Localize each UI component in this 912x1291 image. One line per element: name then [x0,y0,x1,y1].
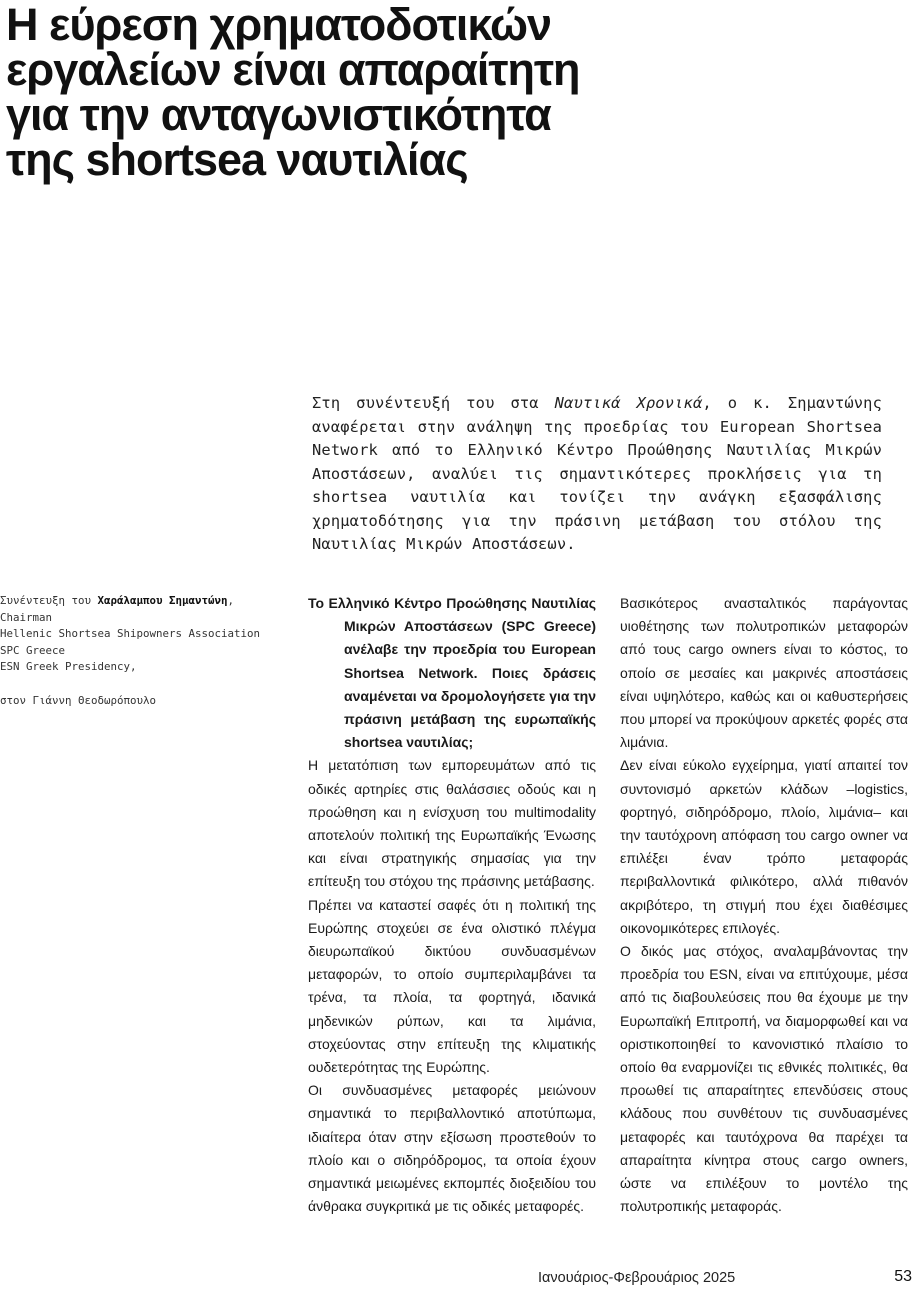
answer-paragraph: Η μετατόπιση των εμπορευμάτων από τις οδικές αρτηρίες στις θαλάσσιες οδούς και η προώθηση και η ενίσχυση του multimodality αποτελούν πολιτική της Ευρωπαϊκής Ένωσης και είναι στρατηγικής σημασίας για την επίτευξη του στόχου της πράσινης μετάβασης. [308,757,596,890]
article-column-2 [620,592,908,1218]
answer-paragraph: Πρέπει να καταστεί σαφές ότι η πολιτική της Ευρώπης στοχεύει σε ένα ολιστικό πλέγμα διευρωπαϊκού δικτύου συνδυασμένων μεταφορών, το οποίο συμπεριλαμβάνει τα τρένα, τα πλοία, τα φορτηγά, ιδανικά μηδενικών ρύπων, και τα λιμάνια, στοχεύοντας στην επίτευξη της κλιματικής ουδετερότητας της Ευρώπης. [308,896,596,1076]
lead-text-start: Στη συνέντευξή του στα [312,394,555,412]
issue-date: Ιανουάριος-Φεβρουάριος 2025 [538,1270,736,1286]
article-column-1 [308,592,596,1218]
interviewee-role: Chairman [0,610,53,624]
article-lead [312,392,882,557]
title-line: της shortsea ναυτιλίας [6,134,468,185]
publication-name: Ναυτικά Χρονικά [554,394,703,412]
interview-question: Το Ελληνικό Κέντρο Προώθησης Ναυτιλίας Μικρών Αποστάσεων (SPC Greece) ανέλαβε την προεδρία του European Shortsea Network. Ποιες δράσεις αναμένεται να δρομολογήσετε για την πράσινη μετάβαση της ευρωπαϊκής shortsea ναυτιλίας; [308,595,596,751]
title-line: για την ανταγωνιστικότητα [6,89,551,140]
interviewee-name: Χαράλαμπου Σημαντώνη [97,594,228,607]
lead-text-rest: , ο κ. Σημαντώνης αναφέρεται στην ανάληψη της προεδρίας του European Shortsea Network από το Ελληνικό Κέντρο Προώθησης Ναυτιλίας Μικρών Αποστάσεων, αναλύει τις σημαντικότερες προκλήσεις για τη shortsea ναυτιλία και τονίζει την ανάγκη εξασφάλισης χρηματοδότησης για την πράσινη μετάβαση του στόλου της Ναυτιλίας Μικρών Αποστάσεων. [312,394,882,553]
interview-prefix: Συνέντευξη του [0,594,98,607]
interviewee-org: Hellenic Shortsea Shipowners Association [0,627,261,640]
title-line: εργαλείων είναι απαραίτητη [6,44,580,95]
answer-paragraph: Ο δικός μας στόχος, αναλαμβάνοντας την προεδρία του ESN, είναι να επιτύχουμε, μέσα από τις διαβουλεύσεις που θα έχουμε με την Ευρωπαϊκή Επιτροπή, να διαμορφωθεί και να οριστικοποιηθεί το κανονιστικό πλαίσιο το οποίο θα εναρμονίζει τις εθνικές πολιτικές, θα προωθεί τις απαραίτητες επενδύσεις στους κλάδους που συνθέτουν τις συνδυασμένες μεταφορές και ταυτόχρονα θα παρέχει τα απαραίτητα κίνητρα στους cargo owners, ώστε να επιλέξουν το μοντέλο της πολυτροπικής μεταφοράς. [620,943,908,1215]
title-line: Η εύρεση χρηματοδοτικών [6,0,552,50]
article-title [6,0,886,185]
interviewer-line: στον Γιάννη Θεοδωρόπουλο [0,693,157,707]
byline [0,593,280,709]
answer-paragraph: Οι συνδυασμένες μεταφορές μειώνουν σημαντικά το περιβαλλοντικό αποτύπωμα, ιδιαίτερα όταν στην εξίσωση προστεθούν το πλοίο και ο σιδηρόδρομος, τα οποία έχουν σημαντικά μειωμένες εκπομπές διοξειδίου του άνθρακα συγκριτικά με τις οδικές μεταφορές. [308,1082,596,1215]
interviewee-suffix: , [227,594,235,607]
answer-paragraph: Βασικότερος ανασταλτικός παράγοντας υιοθέτησης των πολυτροπικών μεταφορών από τους cargo owners είναι το κόστος, το οποίο σε μεσαίες και μακρινές αποστάσεις είναι υψηλότερο, καθώς και οι καθυστερήσεις που μπορεί να προκύψουν αρκετές φορές στα λιμάνια. [620,595,908,751]
answer-paragraph: Δεν είναι εύκολο εγχείρημα, γιατί απαιτεί τον συντονισμό αρκετών κλάδων –logistics, φορτηγό, σιδηρόδρομο, πλοίο, λιμάνια– και την ταυτόχρονη απόφαση του cargo owner να επιλέξει έναν τρόπο μεταφοράς περιβαλλοντικά φιλικότερο, αλλά πιθανόν ακριβότερο, τη στιγμή που έχει διαθέσιμες οικονομικότερες επιλογές. [620,757,908,936]
byline-spacer [0,676,280,693]
interviewee-line [0,593,280,610]
page-number: 53 [894,1268,912,1285]
interviewee-org-2: SPC Greece [0,643,66,657]
interviewee-org-3: ESN Greek Presidency, [0,660,137,673]
